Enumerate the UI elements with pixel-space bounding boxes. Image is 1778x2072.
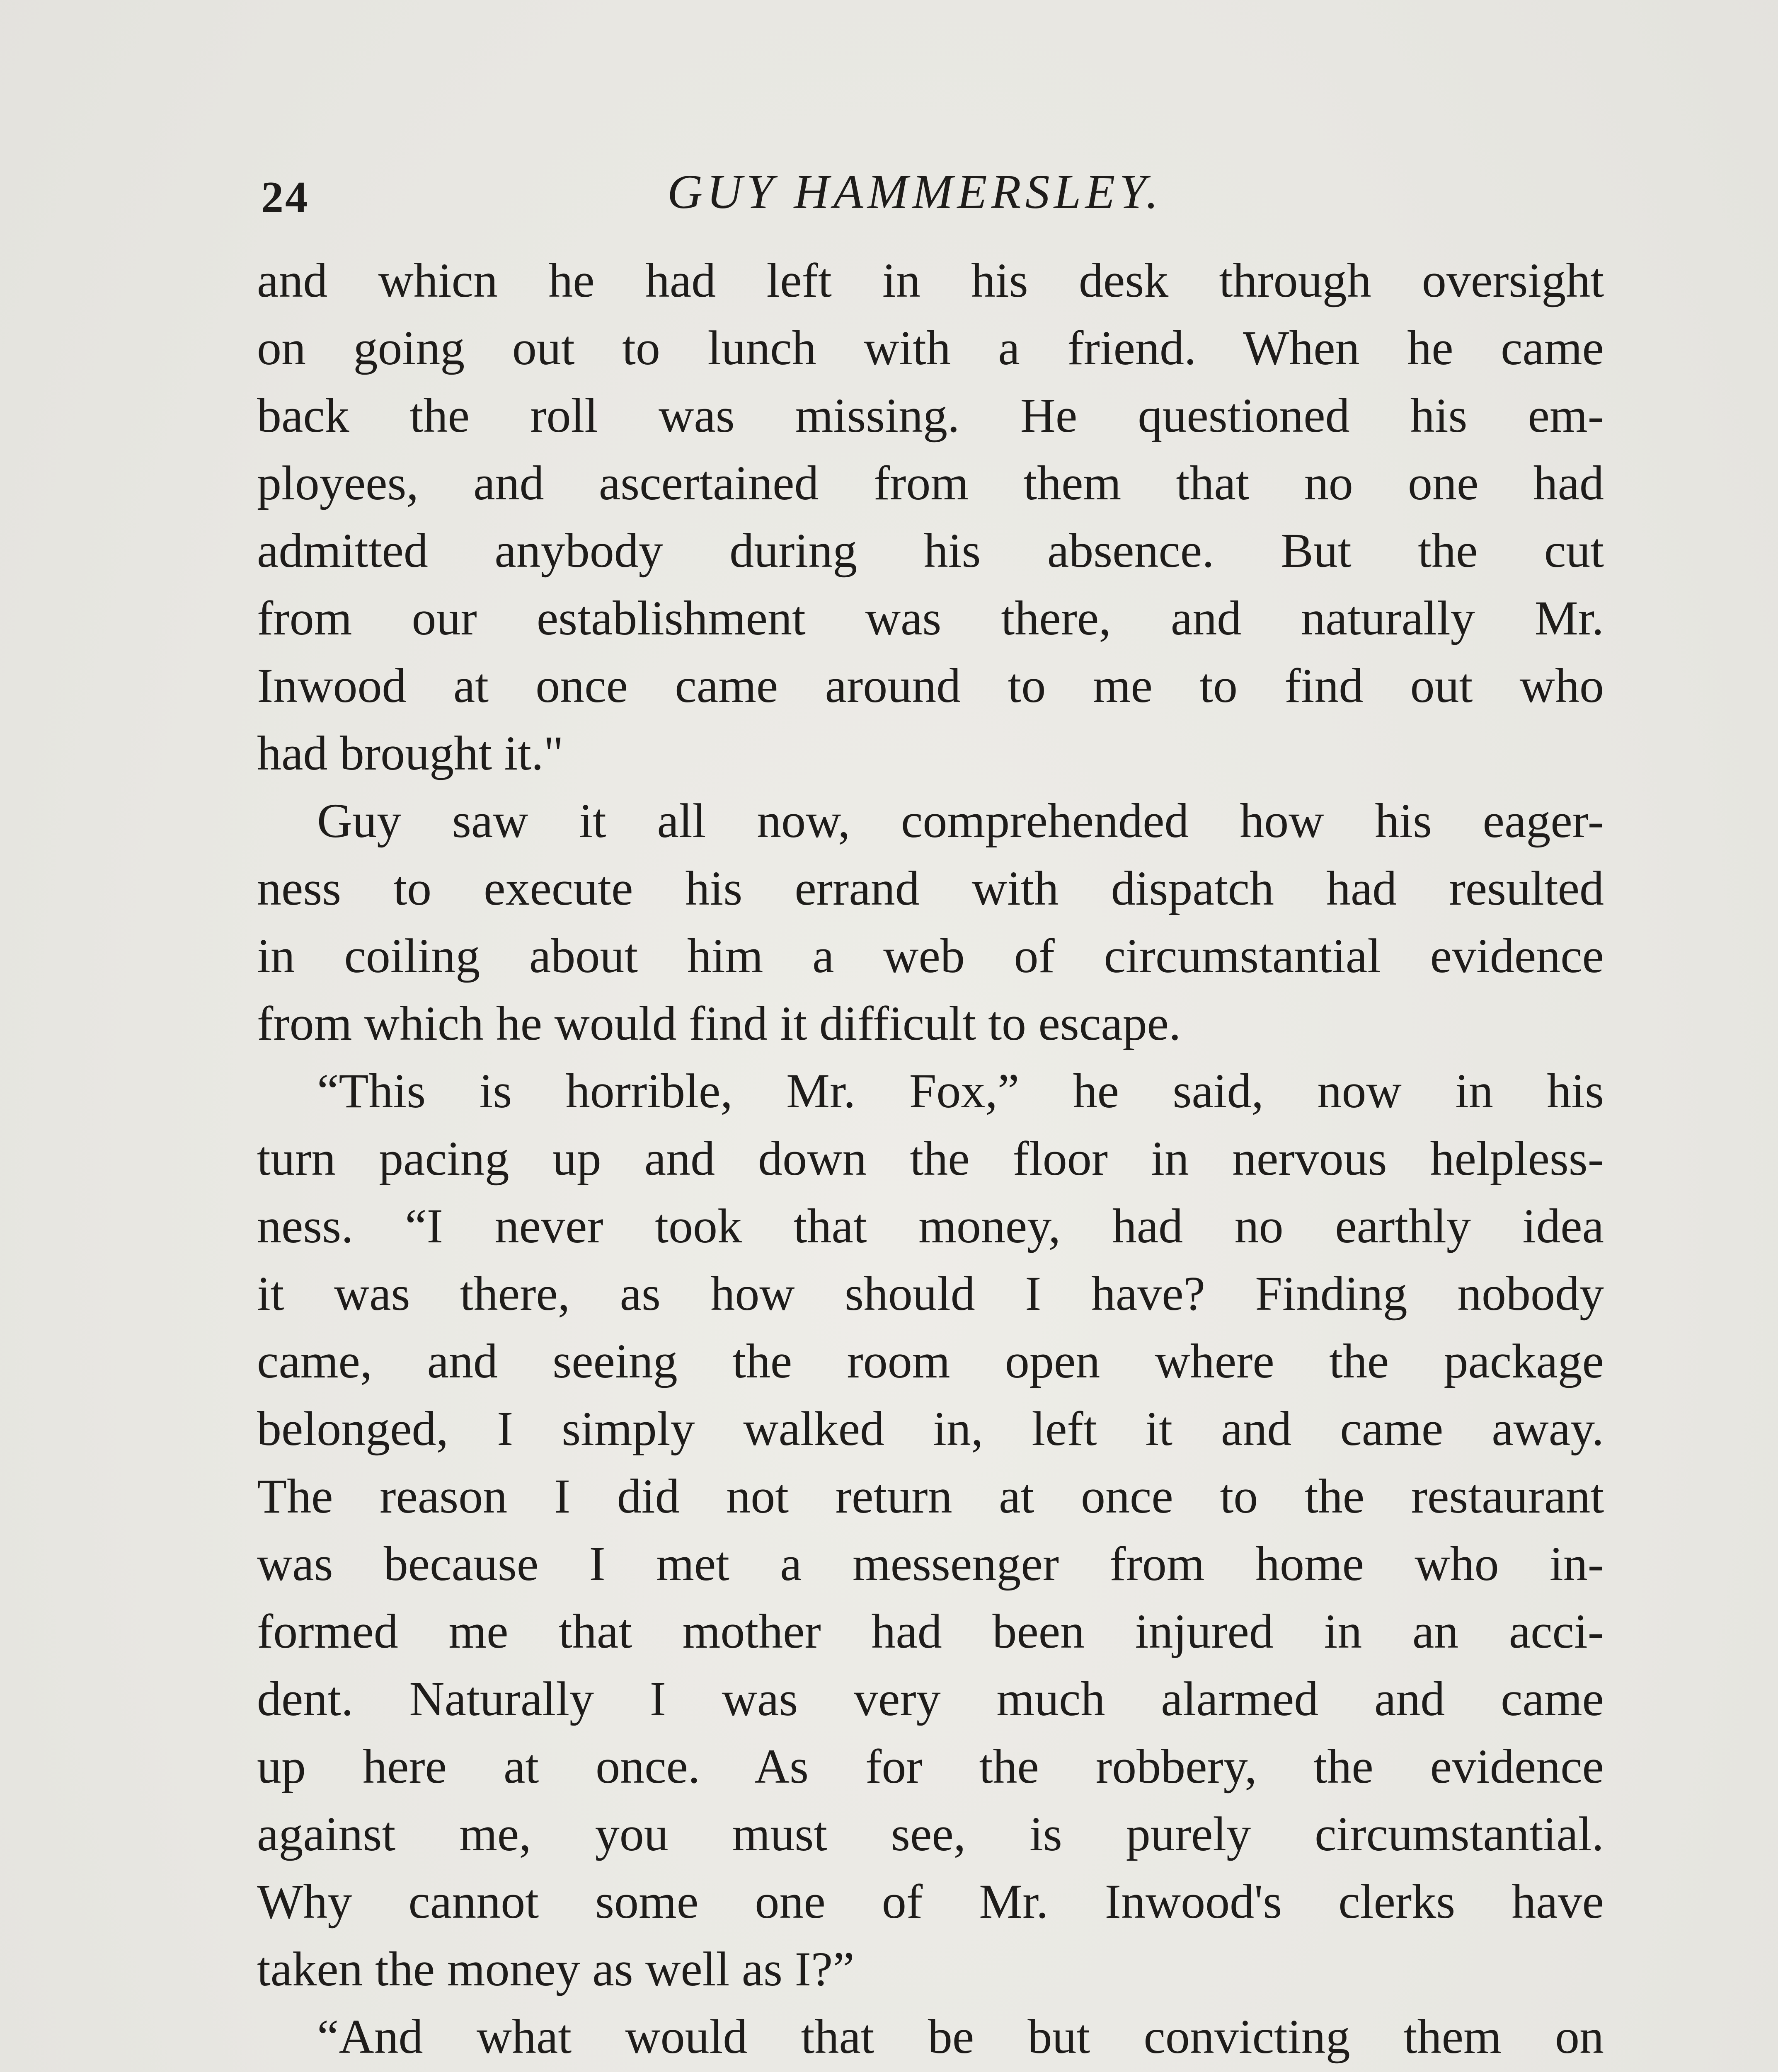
text-line: ness to execute his errand with dispatch had resulted xyxy=(257,861,1604,915)
text-line: Guy saw it all now, comprehended how his eager- xyxy=(317,794,1604,848)
text-line: in coiling about him a web of circumstantial evidence xyxy=(257,929,1604,983)
text-line: on going out to lunch with a friend. When he came xyxy=(257,321,1604,375)
text-line: Why cannot some one of Mr. Inwood's clerks have xyxy=(257,1874,1604,1929)
body-text xyxy=(257,247,1604,2072)
text-line: from which he would find it difficult to escape. xyxy=(257,996,1181,1051)
page-header xyxy=(253,164,1608,226)
text-line: up here at once. As for the robbery, the evidence xyxy=(257,1739,1604,1794)
text-line: it was there, as how should I have? Finding nobody xyxy=(257,1266,1604,1321)
page-number: 24 xyxy=(261,173,309,222)
text-line: ness. “I never took that money, had no earthly idea xyxy=(257,1199,1604,1253)
text-line: turn pacing up and down the floor in nervous helpless- xyxy=(257,1131,1604,1186)
text-line: formed me that mother had been injured in an acci- xyxy=(257,1604,1604,1658)
text-line: against me, you must see, is purely circumstantial. xyxy=(257,1807,1604,1861)
text-line: was because I met a messenger from home who in- xyxy=(257,1537,1604,1591)
text-line xyxy=(257,2070,1604,2072)
text-line: back the roll was missing. He questioned his em- xyxy=(257,388,1604,443)
running-title: GUY HAMMERSLEY. xyxy=(667,165,1163,219)
text-line: belonged, I simply walked in, left it and came away. xyxy=(257,1402,1604,1456)
text-line: “And what would that be but convicting them on xyxy=(317,2009,1604,2064)
text-line: The reason I did not return at once to the restaurant xyxy=(257,1469,1604,1523)
text-line: taken the money as well as I?” xyxy=(257,1942,855,1996)
text-line: from our establishment was there, and naturally Mr. xyxy=(257,591,1604,645)
text-line: had brought it." xyxy=(257,726,564,780)
text-line: dent. Naturally I was very much alarmed and came xyxy=(257,1672,1604,1726)
text-line: ployees, and ascertained from them that no one had xyxy=(257,456,1604,510)
text-line: admitted anybody during his absence. But the cut xyxy=(257,523,1604,578)
text-line: “This is horrible, Mr. Fox,” he said, now in his xyxy=(317,1064,1604,1118)
text-line: and whicn he had left in his desk through oversight xyxy=(257,253,1604,307)
text-line: Inwood at once came around to me to find out who xyxy=(257,658,1604,713)
text-line: came, and seeing the room open where the package xyxy=(257,1334,1604,1388)
